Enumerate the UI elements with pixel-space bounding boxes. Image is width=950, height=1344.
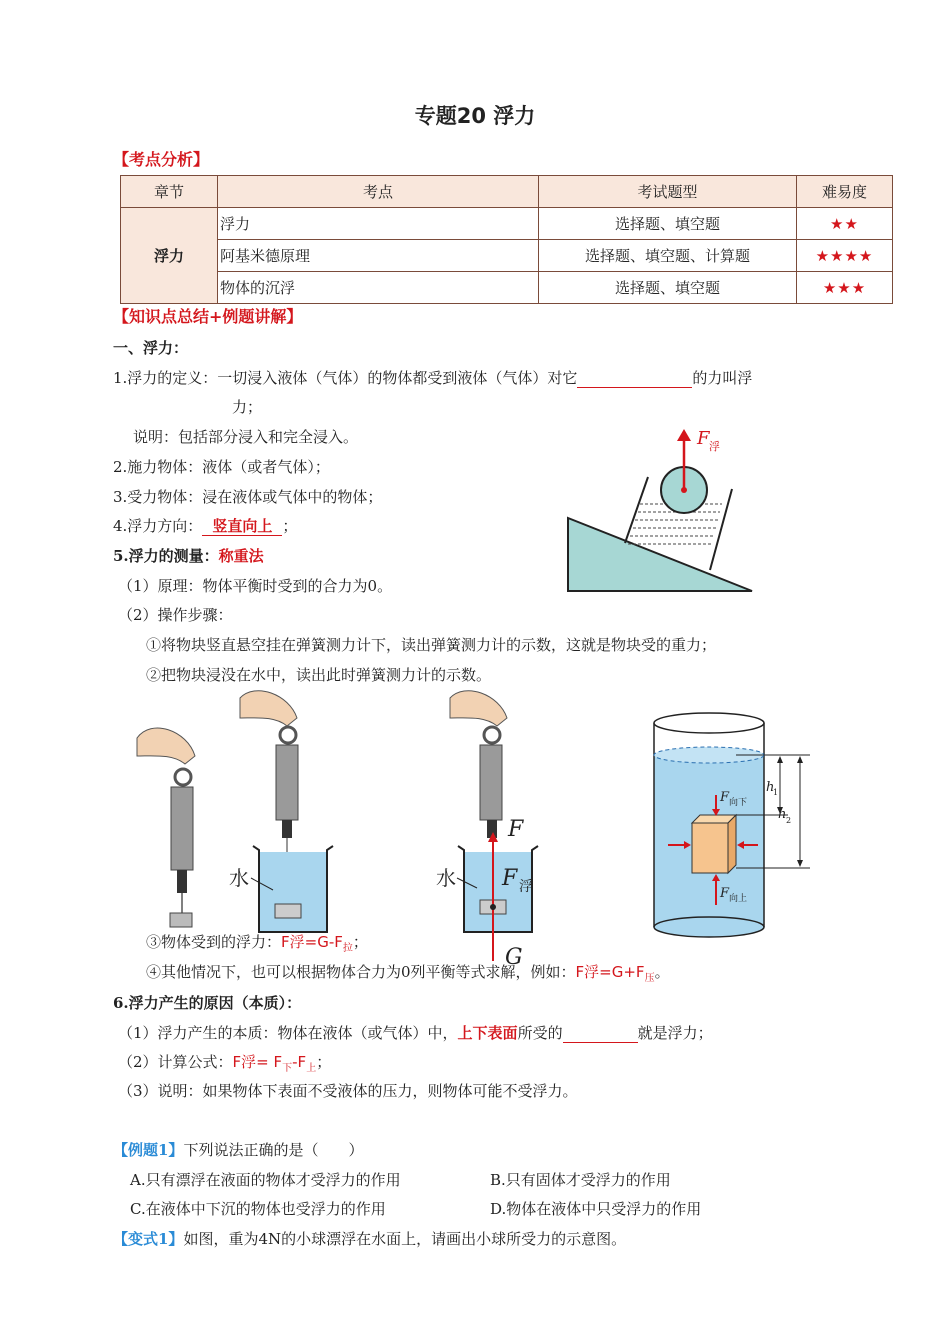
direction-label: 4.浮力方向： bbox=[113, 517, 203, 535]
table-row bbox=[121, 240, 893, 272]
block-side bbox=[728, 815, 736, 873]
buoyancy-label-sub: 浮 bbox=[709, 440, 720, 453]
definition-line bbox=[113, 367, 752, 388]
formula-part-1: F浮= F bbox=[232, 1053, 283, 1071]
beaker2-water bbox=[260, 852, 326, 932]
scale2-block bbox=[275, 904, 301, 918]
scale2-body bbox=[276, 745, 298, 820]
heading-cause: 6.浮力产生的原因（本质）： bbox=[113, 994, 302, 1012]
direction-answer: 竖直向上 bbox=[202, 517, 282, 536]
cause-blank bbox=[563, 1022, 638, 1043]
formula-part-2: -F bbox=[292, 1053, 307, 1071]
block-front bbox=[692, 823, 728, 873]
step4-formula: F浮=G+F bbox=[575, 963, 645, 981]
step4-formula-sub: 压 bbox=[644, 973, 655, 984]
type-cell: 选择题、填空题、计算题 bbox=[539, 240, 797, 272]
scale1-body bbox=[171, 787, 193, 870]
type-cell: 选择题、填空题 bbox=[539, 272, 797, 304]
definition-continued: 力； bbox=[232, 398, 263, 416]
variant-1 bbox=[113, 1229, 626, 1249]
point-cell: 浮力 bbox=[218, 208, 539, 240]
scale3-center bbox=[490, 904, 496, 910]
f-up-label: F bbox=[720, 886, 730, 901]
direction-line bbox=[113, 516, 297, 536]
table-row bbox=[121, 272, 893, 304]
variant-tag: 【变式1】 bbox=[113, 1230, 184, 1248]
formula-end: ； bbox=[316, 1053, 332, 1071]
h1-arrow-top bbox=[777, 756, 783, 763]
cause-text-1: （1）浮力产生的本质：物体在液体（或气体）中， bbox=[118, 1024, 458, 1042]
step1-line: ①将物块竖直悬空挂在弹簧测力计下，读出弹簧测力计的示数，这就是物块受的重力； bbox=[146, 636, 717, 654]
cause-text-3: 就是浮力； bbox=[637, 1024, 713, 1042]
h2-arrow-top bbox=[797, 756, 803, 763]
option-b[interactable]: B.只有固体才受浮力的作用 bbox=[490, 1171, 671, 1189]
formula-sub-2: 上 bbox=[306, 1063, 317, 1074]
step3-end: ； bbox=[352, 933, 368, 951]
inclined-beaker-figure bbox=[560, 425, 760, 595]
note-line: 说明：包括部分浸入和完全浸入。 bbox=[133, 428, 359, 446]
h1-label: h bbox=[766, 780, 775, 795]
variant-question: 如图，重为4N的小球漂浮在水面上，请画出小球所受力的示意图。 bbox=[183, 1230, 627, 1248]
formula-sub-1: 下 bbox=[282, 1063, 293, 1074]
type-cell: 选择题、填空题 bbox=[539, 208, 797, 240]
scale3-body bbox=[480, 745, 502, 820]
beaker-wall-right bbox=[710, 489, 732, 570]
difficulty-cell: ★★ bbox=[797, 208, 893, 240]
step2-line: ②把物块浸没在水中，读出此时弹簧测力计的示数。 bbox=[146, 666, 492, 684]
h2-label-sub: 2 bbox=[786, 816, 792, 825]
step4-end: 。 bbox=[654, 963, 670, 981]
step4-text: ④其他情况下，也可以根据物体合力为0列平衡等式求解，例如： bbox=[146, 963, 576, 981]
definition-text: 1.浮力的定义：一切浸入液体（气体）的物体都受到液体（气体）对它 bbox=[113, 369, 578, 387]
buoyancy-arrow-head bbox=[677, 429, 691, 441]
cause-line-1 bbox=[118, 1022, 713, 1043]
f-up-label-sub: 向上 bbox=[729, 894, 748, 904]
example-1 bbox=[113, 1140, 363, 1160]
scale1-ring bbox=[175, 769, 191, 785]
step3-text: ③物体受到的浮力： bbox=[146, 933, 282, 951]
steps-line: （2）操作步骤： bbox=[118, 606, 233, 624]
spring-scale-figure bbox=[125, 686, 570, 970]
option-c[interactable]: C.在液体中下沉的物体也受浮力的作用 bbox=[130, 1200, 386, 1218]
water-label-2: 水 bbox=[436, 866, 456, 890]
step3-formula: F浮=G-F bbox=[281, 933, 343, 951]
scale2-spring bbox=[282, 820, 292, 838]
definition-text-end: 的力叫浮 bbox=[692, 369, 753, 387]
example-question: 下列说法正确的是（ ） bbox=[183, 1141, 364, 1159]
buoyancy-label-2-sub: 浮 bbox=[519, 879, 533, 895]
gravity-label: G bbox=[505, 945, 523, 970]
table-header-row bbox=[121, 176, 893, 208]
heading-buoyancy: 一、浮力： bbox=[113, 339, 189, 357]
beaker-wall-left bbox=[625, 477, 648, 543]
step3-formula-sub: 拉 bbox=[342, 943, 353, 954]
section-heading-analysis: 【考点分析】 bbox=[113, 150, 210, 169]
difficulty-cell: ★★★ bbox=[797, 272, 893, 304]
buoyancy-label: F bbox=[697, 428, 710, 449]
tension-label: F bbox=[508, 817, 524, 842]
f-down-label: F bbox=[720, 790, 730, 805]
cylinder-bottom bbox=[654, 917, 764, 937]
definition-blank bbox=[577, 367, 692, 388]
header-point: 考点 bbox=[218, 176, 539, 208]
point-cell: 阿基米德原理 bbox=[218, 240, 539, 272]
topic-table bbox=[120, 175, 893, 304]
h2-arrow-bottom bbox=[797, 860, 803, 867]
applying-object-line: 2.施力物体：液体（或者气体）； bbox=[113, 458, 330, 476]
formula-label: （2）计算公式： bbox=[118, 1053, 233, 1071]
water-label-1: 水 bbox=[229, 866, 249, 890]
chapter-cell: 浮力 bbox=[121, 208, 218, 304]
header-chapter: 章节 bbox=[121, 176, 218, 208]
scale1-block bbox=[170, 913, 192, 927]
hand-1 bbox=[137, 728, 195, 764]
principle-line: （1）原理：物体平衡时受到的合力为0。 bbox=[118, 577, 393, 595]
cylinder-top bbox=[654, 713, 764, 733]
header-type: 考试题型 bbox=[539, 176, 797, 208]
measurement-line bbox=[113, 546, 264, 566]
page-title: 专题20 浮力 bbox=[414, 104, 536, 128]
point-cell: 物体的沉浮 bbox=[218, 272, 539, 304]
hand-3 bbox=[450, 691, 507, 726]
scale2-ring bbox=[280, 727, 296, 743]
formula-line bbox=[118, 1052, 331, 1079]
option-d[interactable]: D.物体在液体中只受浮力的作用 bbox=[490, 1200, 702, 1218]
example-tag: 【例题1】 bbox=[113, 1141, 184, 1159]
cylinder-pressure-figure bbox=[640, 705, 840, 935]
measurement-answer: 称重法 bbox=[218, 547, 264, 565]
measurement-label: 5.浮力的测量： bbox=[113, 547, 219, 565]
step3-line bbox=[146, 932, 368, 959]
cause-highlight: 上下表面 bbox=[457, 1024, 518, 1042]
f-down-label-sub: 向下 bbox=[729, 798, 748, 808]
section-heading-summary: 【知识点总结+例题讲解】 bbox=[113, 307, 303, 326]
receiving-object-line: 3.受力物体：浸在液体或气体中的物体； bbox=[113, 488, 383, 506]
cause-text-2: 所受的 bbox=[517, 1024, 563, 1042]
scale1-spring bbox=[177, 870, 187, 893]
h2-label: h bbox=[778, 807, 787, 822]
slope-shape bbox=[568, 518, 752, 591]
hand-2 bbox=[240, 691, 297, 726]
difficulty-cell: ★★★★ bbox=[797, 240, 893, 272]
cause-note-line: （3）说明：如果物体下表面不受液体的压力，则物体可能不受浮力。 bbox=[118, 1082, 578, 1100]
option-a[interactable]: A.只有漂浮在液面的物体才受浮力的作用 bbox=[130, 1171, 401, 1189]
table-row bbox=[121, 208, 893, 240]
direction-end: ； bbox=[282, 517, 298, 535]
buoyancy-label-2: F bbox=[502, 866, 518, 891]
step4-line bbox=[146, 962, 670, 989]
header-difficulty: 难易度 bbox=[797, 176, 893, 208]
h1-label-sub: 1 bbox=[773, 788, 779, 797]
scale3-ring bbox=[484, 727, 500, 743]
